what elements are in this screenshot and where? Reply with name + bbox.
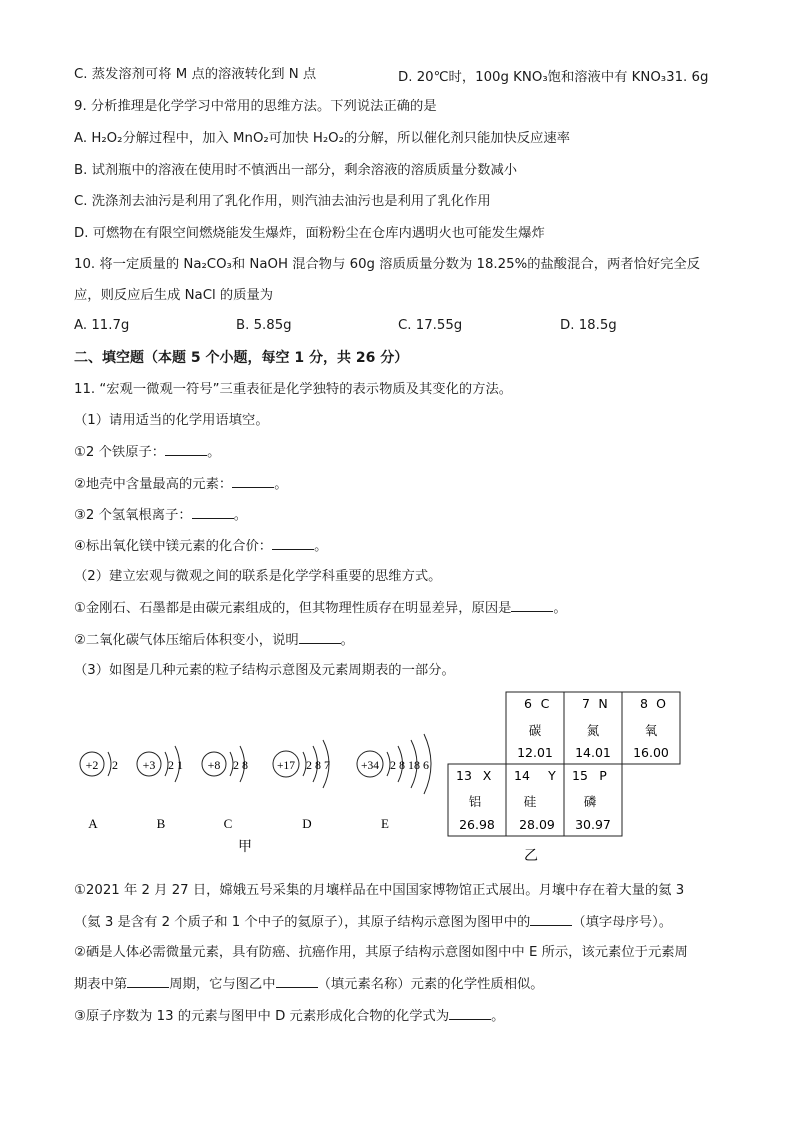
q11-part1-a-text: ①2 个铁原子：: [74, 445, 166, 460]
q11-part1-d-text: ④标出氧化镁中镁元素的化合价：: [74, 539, 273, 554]
q11-part3: （3）如图是几种元素的粒子结构示意图及元素周期表的一部分。: [74, 663, 455, 678]
svg-text:硅: 硅: [523, 794, 537, 809]
atom-c: [202, 746, 248, 831]
svg-text:碳: 碳: [528, 723, 542, 738]
atom-a-electrons: 2: [112, 758, 118, 772]
element-cell-phosphorus: [572, 768, 611, 832]
svg-text:磷: 磷: [583, 794, 597, 809]
q10-option-b: B. 5.85g: [236, 318, 292, 333]
q10-stem-line2: 应，则反应后生成 NaCl 的质量为: [74, 288, 274, 303]
q11-part1-d: ④标出氧化镁中镁元素的化合价： 。: [74, 539, 328, 554]
q11-part3-b-line1: ②硒是人体必需微量元素，具有防癌、抗癌作用，其原子结构示意图如图中中 E 所示，该元素位于元素周: [74, 945, 688, 960]
svg-text:6: 6: [524, 696, 532, 711]
svg-text:16.00: 16.00: [633, 745, 669, 760]
q9-option-a: A. H₂O₂分解过程中，加入 MnO₂可加快 H₂O₂的分解，所以催化剂只能加快反应速率: [74, 131, 571, 146]
svg-text:7: 7: [582, 696, 590, 711]
atom-e-nucleus: +34: [361, 760, 379, 772]
q11-part3-c: ③原子序数为 13 的元素与图甲中 D 元素形成化合物的化学式为 。: [74, 1009, 505, 1024]
q10-stem-line1: 10. 将一定质量的 Na₂CO₃和 NaOH 混合物与 60g 溶质质量分数为 18.25%的盐酸混合，两者恰好完全反: [74, 257, 701, 272]
answer-blank[interactable]: [127, 975, 169, 988]
q11-part1-b-text: ②地壳中含量最高的元素：: [74, 477, 233, 492]
figure-yi-caption: 乙: [524, 848, 538, 864]
element-cell-aluminum: [456, 768, 495, 832]
svg-text:15: 15: [572, 768, 588, 783]
svg-text:N: N: [598, 696, 608, 711]
atom-b-electrons: 2 1: [168, 758, 183, 772]
q11-part1-b: ②地壳中含量最高的元素： 。: [74, 477, 288, 492]
atom-c-nucleus: +8: [207, 758, 221, 772]
q11-part3-a-line2: （氦 3 是含有 2 个质子和 1 个中子的氦原子），其原子结构示意图为图甲中的 （填字母序号）。: [74, 915, 673, 930]
svg-text:X: X: [482, 768, 492, 783]
atom-a-label: A: [88, 816, 98, 831]
element-cell-carbon: [517, 696, 553, 760]
svg-text:氧: 氧: [644, 723, 658, 738]
q9-stem: 9. 分析推理是化学学习中常用的思维方法。下列说法正确的是: [74, 99, 437, 114]
atom-a-nucleus: +2: [85, 758, 99, 772]
svg-text:14: 14: [514, 768, 530, 783]
q10-option-c: C. 17.55g: [398, 318, 463, 333]
periodic-table: [448, 692, 680, 836]
atom-d-label: D: [302, 816, 312, 831]
q11-part2-b-text: ②二氧化碳气体压缩后体积变小，说明: [74, 633, 299, 648]
element-cell-silicon: [514, 768, 556, 832]
svg-text:14.01: 14.01: [575, 745, 611, 760]
q11-stem: 11. “宏观一微观一符号”三重表征是化学独特的表示物质及其变化的方法。: [74, 382, 513, 397]
q11-part1-c: ③2 个氢氧根离子： 。: [74, 508, 247, 523]
svg-text:铝: 铝: [468, 794, 482, 809]
q11-part2-b: ②二氧化碳气体压缩后体积变小，说明 。: [74, 633, 354, 648]
svg-text:13: 13: [456, 768, 472, 783]
atom-d-nucleus: +17: [277, 760, 295, 772]
figure-jia-caption: 甲: [238, 839, 252, 855]
atom-d-electrons: 2 8 7: [306, 758, 330, 772]
q11-part1-c-text: ③2 个氢氧根离子：: [74, 508, 192, 523]
svg-text:Y: Y: [548, 768, 556, 783]
atom-a: [80, 752, 118, 831]
q11-part2-a: ①金刚石、石墨都是由碳元素组成的，但其物理性质存在明显差异，原因是 。: [74, 601, 567, 616]
svg-text:30.97: 30.97: [575, 817, 611, 832]
element-cell-nitrogen: [575, 696, 611, 760]
svg-text:12.01: 12.01: [517, 745, 553, 760]
q10-option-a: A. 11.7g: [74, 318, 130, 333]
svg-text:28.09: 28.09: [519, 817, 555, 832]
q11-part3-b-line2: 期表中第 周期，它与图乙中 （填元素名称）元素的化学性质相似。: [74, 977, 544, 992]
svg-text:26.98: 26.98: [459, 817, 495, 832]
atom-d: [273, 740, 330, 831]
atom-c-label: C: [223, 816, 233, 831]
svg-text:P: P: [599, 768, 607, 783]
q11-part3-a-line1: ①2021 年 2 月 27 日，嫦娥五号采集的月壤样品在中国国家博物馆正式展出。月壤中存在着大量的氦 3: [74, 883, 685, 898]
q8-option-d: D. 20℃时，100g KNO₃饱和溶液中有 KNO₃31. 6g: [398, 70, 709, 85]
atom-c-electrons: 2 8: [233, 758, 248, 772]
atom-e-label: E: [381, 816, 389, 831]
answer-blank[interactable]: [449, 1007, 491, 1020]
svg-text:氮: 氮: [586, 723, 600, 738]
answer-blank[interactable]: [530, 913, 572, 926]
q11-part2: （2）建立宏观与微观之间的联系是化学学科重要的思维方式。: [74, 569, 442, 584]
q11-part1: （1）请用适当的化学用语填空。: [74, 413, 269, 428]
q10-option-d: D. 18.5g: [560, 318, 617, 333]
q8-option-c: C. 蒸发溶剂可将 M 点的溶液转化到 N 点: [74, 67, 317, 82]
atom-b: [137, 746, 183, 831]
answer-blank[interactable]: [276, 975, 318, 988]
svg-text:C: C: [540, 696, 550, 711]
section-heading: 二、填空题（本题 5 个小题，每空 1 分，共 26 分）: [74, 350, 409, 366]
atom-e-electrons: 2 8 18 6: [390, 758, 429, 772]
svg-text:8: 8: [640, 696, 648, 711]
atom-b-nucleus: +3: [142, 758, 156, 772]
q9-option-c: C. 洗涤剂去油污是利用了乳化作用，则汽油去油污也是利用了乳化作用: [74, 194, 491, 209]
q9-option-d: D. 可燃物在有限空间燃烧能发生爆炸，面粉粉尘在仓库内遇明火也可能发生爆炸: [74, 226, 545, 241]
atom-b-label: B: [156, 816, 166, 831]
svg-text:O: O: [656, 696, 666, 711]
element-cell-oxygen: [633, 696, 669, 760]
q11-part1-a: ①2 个铁原子： 。: [74, 445, 221, 460]
q9-option-b: B. 试剂瓶中的溶液在使用时不慎洒出一部分，剩余溶液的溶质质量分数减小: [74, 163, 518, 178]
atom-e: [357, 734, 431, 831]
q11-part2-a-text: ①金刚石、石墨都是由碳元素组成的，但其物理性质存在明显差异，原因是: [74, 601, 512, 616]
